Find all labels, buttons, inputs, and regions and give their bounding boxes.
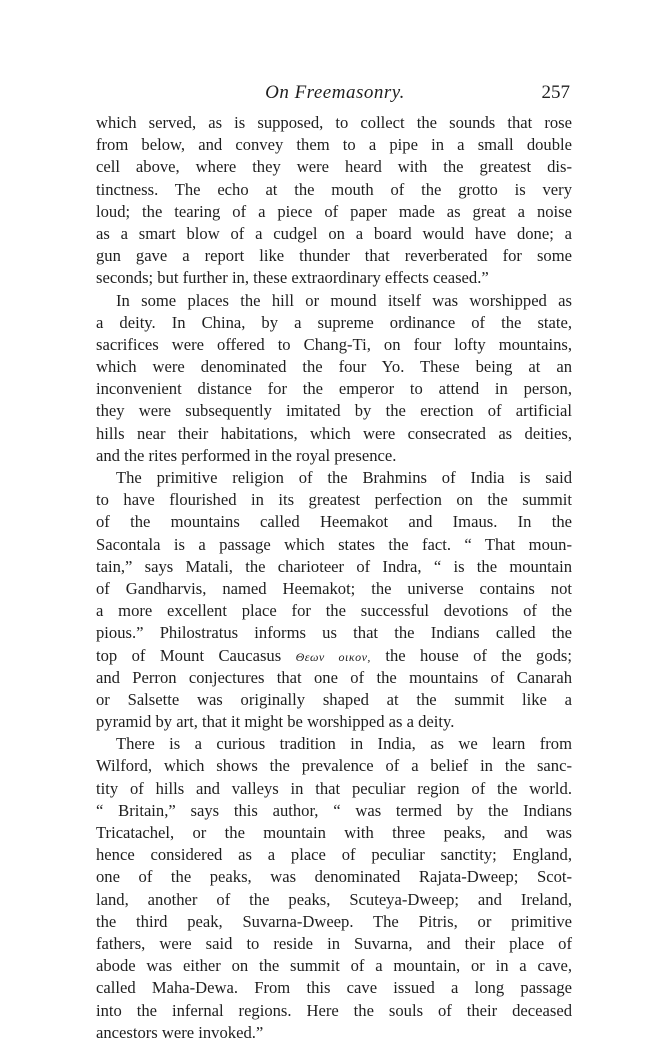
text-line: which were denominated the four Yo. These being at an — [96, 357, 572, 377]
page-header — [100, 82, 570, 108]
text-line: as a smart blow of a cudgel on a board would have done; a — [96, 223, 572, 243]
paragraph-start-line: In some places the hill or mound itself was worshipped as — [116, 290, 572, 310]
line-text-after: the house of the gods; — [370, 645, 572, 665]
paragraph-start-line: There is a curious tradition in India, as we learn from — [116, 734, 572, 754]
text-line: abode was either on the summit of a mountain, or in a cave, — [96, 956, 572, 976]
text-line: which served, as is supposed, to collect the sounds that rose — [96, 113, 572, 132]
text-line: one of the peaks, was denominated Rajata-Dweep; Scot- — [96, 867, 572, 887]
text-line: of Gandharvis, named Heemakot; the universe contains not — [96, 578, 572, 598]
text-line: they were subsequently imitated by the erection of artificial — [96, 401, 572, 421]
text-line: called Maha-Dewa. From this cave issued a long passage — [96, 978, 572, 998]
text-line: tain,” says Matali, the charioteer of Indra, “ is the mountain — [96, 556, 572, 576]
text-line: Tricatachel, or the mountain with three peaks, and was — [96, 823, 572, 842]
running-title: On Freemasonry. — [265, 82, 405, 103]
text-line: fathers, were said to reside in Suvarna, and their place of — [96, 933, 572, 953]
text-line: land, another of the peaks, Scuteya-Dweep; and Ireland, — [96, 889, 572, 909]
text-line: pyramid by art, that it might be worshipped as a deity. — [96, 712, 455, 732]
text-line: ancestors were invoked.” — [96, 1022, 264, 1042]
greek-phrase: Θεων οικον, — [295, 649, 371, 664]
text-line: pious.” Philostratus informs us that the Indians called the — [96, 623, 572, 643]
text-line: cell above, where they were heard with the greatest dis- — [96, 157, 572, 177]
text-line: the third peak, Suvarna-Dweep. The Pitris, or primitive — [96, 911, 572, 931]
text-line: hills near their habitations, which were consecrated as deities, — [96, 423, 572, 443]
line-text-before: top of Mount Caucasus — [96, 645, 296, 665]
text-line: gun gave a report like thunder that reverberated for some — [96, 246, 572, 266]
text-line: a more excellent place for the successful devotions of the — [96, 601, 572, 621]
text-line: inconvenient distance for the emperor to attend in person, — [96, 379, 572, 399]
text-line: tinctness. The echo at the mouth of the grotto is very — [96, 179, 572, 199]
text-line: to have flourished in its greatest perfection on the summit — [96, 490, 572, 510]
paragraph-start-line: The primitive religion of the Brahmins of India is said — [116, 468, 572, 487]
text-line: Wilford, which shows the prevalence of a belief in the sanc- — [96, 756, 572, 776]
text-line: from below, and convey them to a pipe in a small double — [96, 135, 572, 155]
text-line-with-greek — [96, 645, 572, 667]
text-line: of the mountains called Heemakot and Imaus. In the — [96, 512, 572, 532]
text-line: loud; the tearing of a piece of paper made as great a noise — [96, 201, 572, 221]
page-number: 257 — [541, 82, 570, 103]
text-line: hence considered as a place of peculiar sanctity; England, — [96, 845, 572, 865]
text-line: into the infernal regions. Here the souls of their deceased — [96, 1000, 572, 1020]
text-line: seconds; but further in, these extraordinary effects ceased.” — [96, 268, 489, 288]
text-line: and Perron conjectures that one of the mountains of Canarah — [96, 667, 572, 687]
text-line: a deity. In China, by a supreme ordinance of the state, — [96, 312, 572, 332]
text-line: or Salsette was originally shaped at the summit like a — [96, 689, 572, 709]
text-line: “ Britain,” says this author, “ was termed by the Indians — [96, 800, 572, 820]
text-line: and the rites performed in the royal presence. — [96, 445, 397, 465]
text-line: Sacontala is a passage which states the fact. “ That moun- — [96, 534, 572, 554]
text-line: tity of hills and valleys in that peculiar region of the world. — [96, 778, 572, 798]
text-line: sacrifices were offered to Chang-Ti, on four lofty mountains, — [96, 334, 572, 354]
body-text — [96, 112, 572, 1044]
